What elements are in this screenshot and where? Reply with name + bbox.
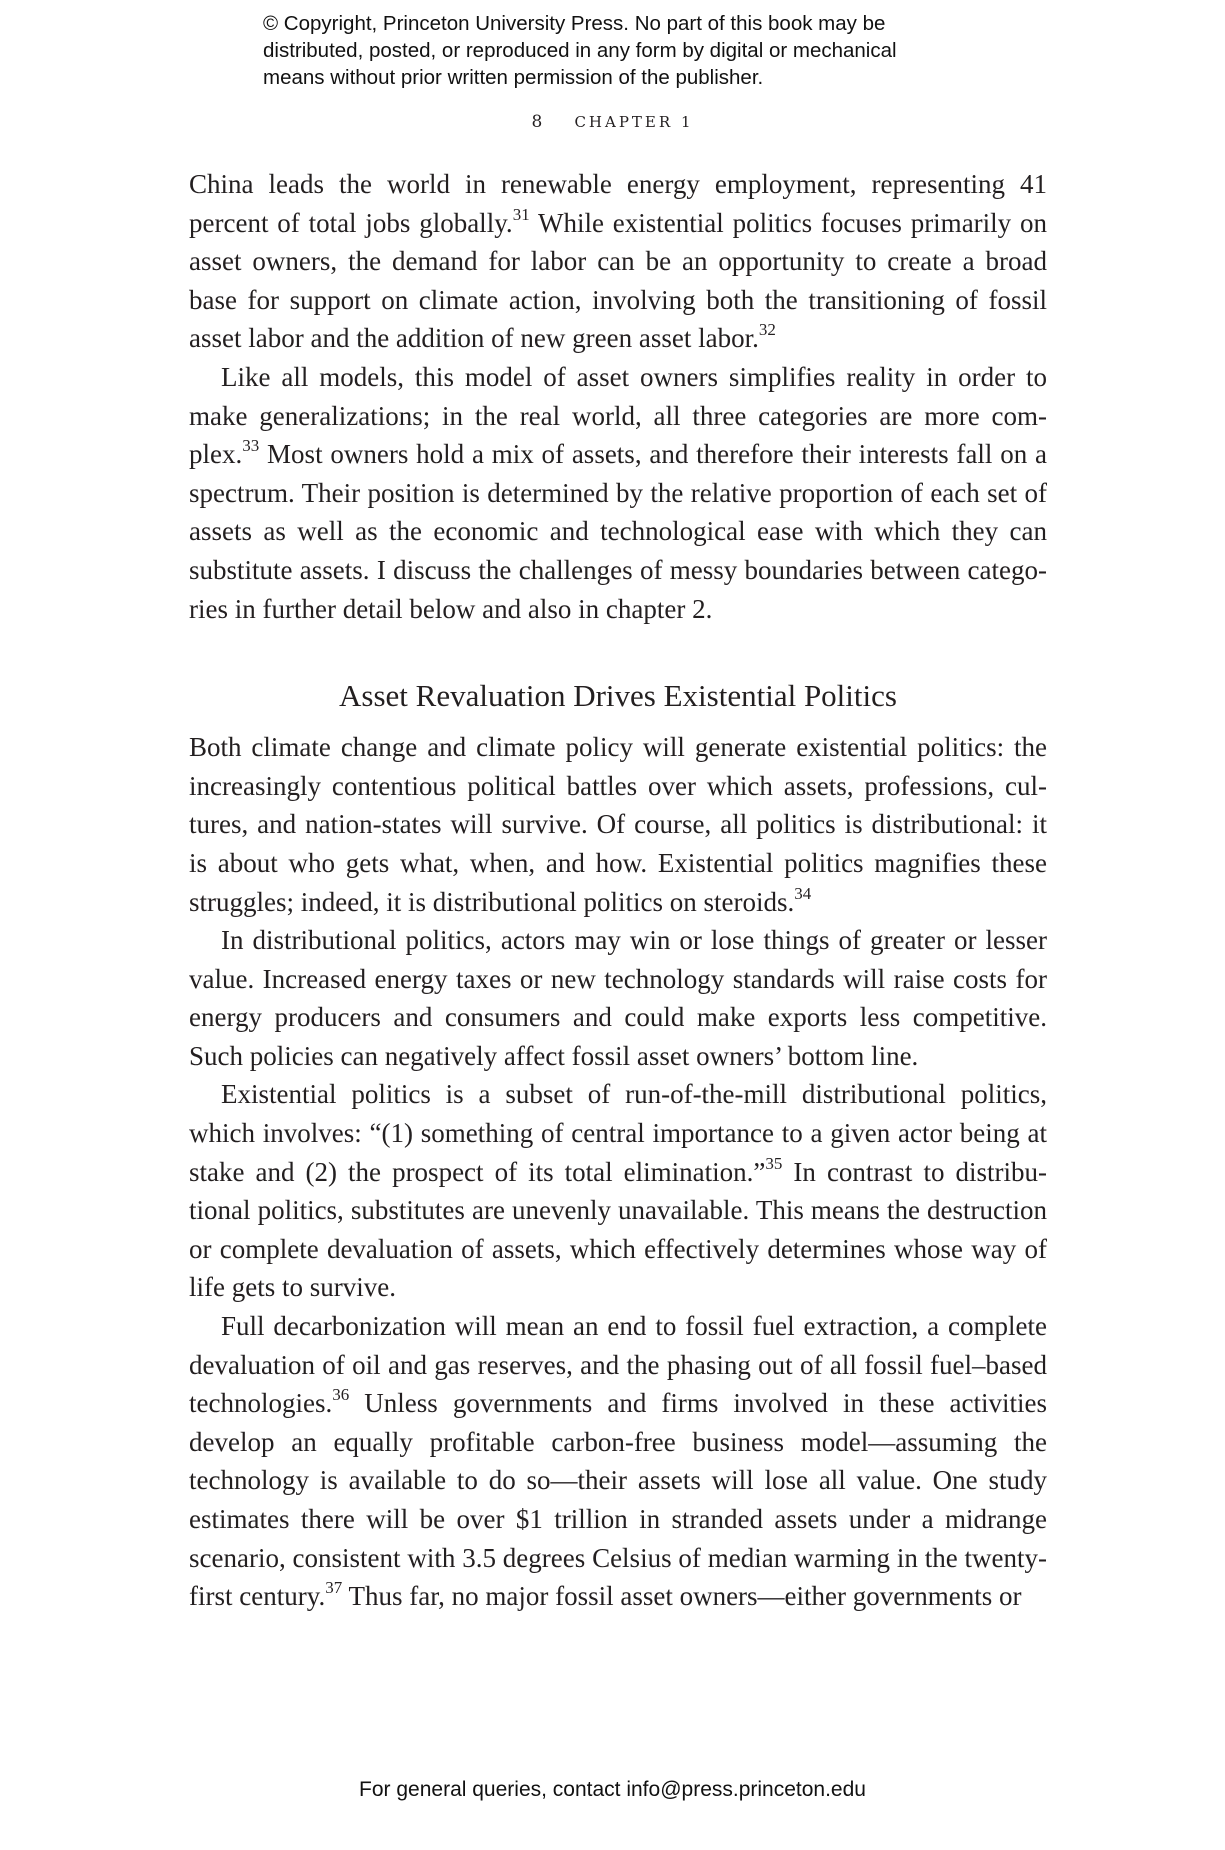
paragraph-text: Most owners hold a mix of assets, and therefore their interests fall on a spectrum. Their position is determined by the relative proportion of each set of assets as well as the economic and technological ease with which they can substitute assets. I discuss the challenges of messy boundaries between categories in further detail below and also in chapter 2. (189, 439, 1047, 624)
paragraph (189, 1075, 1047, 1307)
footer-contact: For general queries, contact info@press.princeton.edu (359, 1778, 866, 1801)
paragraph-text: Both climate change and climate policy will generate existential politics: the increasingly contentious political battles over which assets, professions, cultures, and nation-states will survive. Of course, all politics is distributional: it is about who gets what, when, and how. Existential politics magnifies these struggles; indeed, it is distributional politics on steroids. (189, 732, 1047, 917)
paragraph (189, 1307, 1047, 1616)
paragraph-text: Existential politics is a subset of run-of-the-mill distributional politics, which involves: “(1) something of central importance to a given actor being at stake and (2) the prospect of its total elimination.” (189, 1079, 1047, 1187)
section-heading: Asset Revaluation Drives Existential Politics (339, 678, 897, 714)
paragraph (189, 921, 1047, 1075)
copyright-line: distributed, posted, or reproduced in any form by digital or mechanical (263, 39, 897, 62)
footnote-marker: 33 (242, 436, 260, 456)
paragraph-text: Thus far, no major fossil asset owners—either governments or (342, 1581, 1022, 1612)
paragraph-text: Unless governments and firms involved in these activities develop an equally profitable carbon-free business model—assuming the technology is available to do so—their assets will lose all value. One study estimates there will be over $1 trillion in stranded assets under a midrange scenario, consistent with 3.5 degrees Celsius of median warming in the twenty-first century. (189, 1388, 1047, 1612)
page-number: 8 (531, 112, 543, 132)
paragraph-text: While existential politics focuses primarily on asset owners, the demand for labor can be an opportunity to create a broad base for support on climate action, involving both the transitioning of fossil asset labor and the addition of new green asset labor. (189, 207, 1047, 354)
footnote-marker: 32 (758, 320, 776, 340)
paragraph (189, 728, 1047, 921)
paragraph-text: In contrast to distributional politics, substitutes are unevenly unavailable. This means the destruction or complete devaluation of assets, which effectively determines whose way of life gets to survive. (189, 1156, 1047, 1303)
chapter-label: CHAPTER 1 (574, 113, 694, 131)
paragraph-text: Like all models, this model of asset owners simplifies reality in order to make generalizations; in the real world, all three categories are more complex. (189, 361, 1047, 470)
footnote-marker: 36 (332, 1385, 350, 1405)
paragraph (189, 165, 1047, 358)
footnote-marker: 31 (512, 204, 530, 224)
body-text-top (189, 165, 1047, 628)
paragraph (189, 358, 1047, 628)
body-text-section (189, 728, 1047, 1616)
copyright-line: means without prior written permission of the publisher. (263, 66, 764, 89)
copyright-notice (263, 10, 1023, 91)
paragraph-text: Full decarbonization will mean an end to fossil fuel extraction, a complete devaluation of oil and gas reserves, and the phasing out of all fossil fuel–based technologies. (189, 1311, 1047, 1419)
footnote-marker: 35 (765, 1153, 783, 1173)
page-body (189, 165, 1047, 1616)
paragraph-text: China leads the world in renewable energy employment, representing 41 percent of total jobs globally. (189, 169, 1047, 238)
paragraph-text: In distributional politics, actors may win or lose things of greater or lesser value. Increased energy taxes or new technology standards will raise costs for energy producers and consumers and could make exports less competitive. Such policies can negatively affect fossil asset owners’ bottom line. (189, 925, 1047, 1071)
footnote-marker: 37 (325, 1578, 343, 1598)
running-head (0, 112, 1225, 132)
copyright-line: © Copyright, Princeton University Press. No part of this book may be (263, 12, 886, 35)
footnote-marker: 34 (794, 883, 812, 903)
